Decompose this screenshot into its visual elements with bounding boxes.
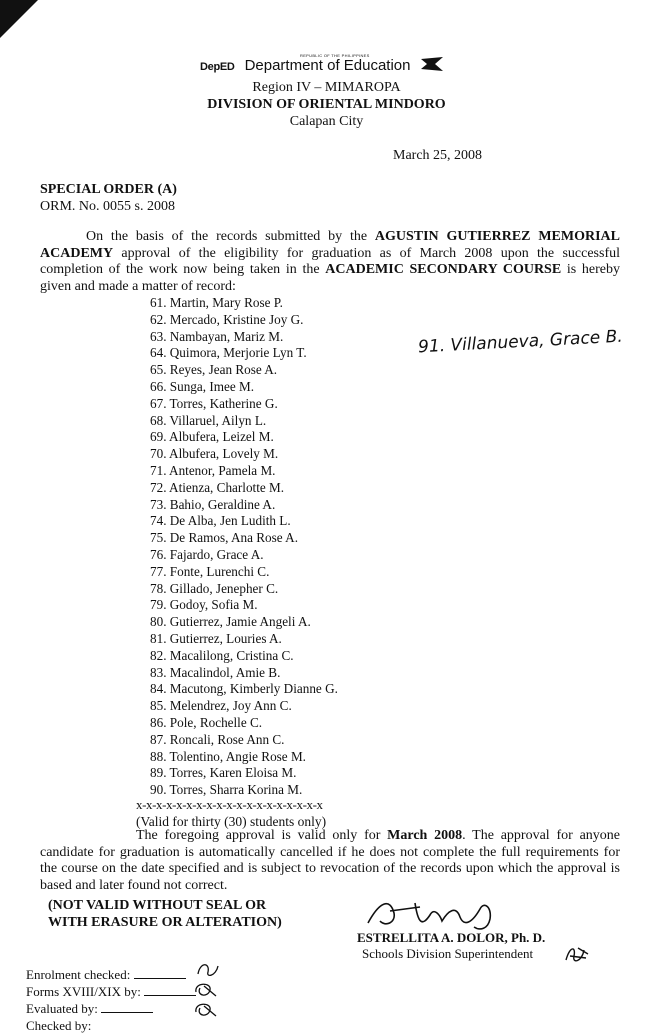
student-entry: 79. Godoy, Sofia M.	[150, 597, 258, 613]
check-label: Checked by:	[26, 1018, 92, 1033]
signature-line	[134, 978, 186, 979]
check-label: Enrolment checked:	[26, 967, 131, 982]
student-entry: 76. Fajardo, Grace A.	[150, 546, 264, 562]
student-entry: 90. Torres, Sharra Korina M.	[150, 782, 303, 798]
check-row	[26, 983, 196, 1000]
intro-text-2: approval of the eligibility for graduation as of March 2008 upon the successful completion of the work now being taken in the	[40, 245, 620, 277]
student-entry: 78. Gillado, Jenepher C.	[150, 580, 279, 596]
approval-paragraph	[40, 828, 620, 894]
deped-emblem-icon	[419, 56, 445, 72]
order-number: ORM. No. 0055 s. 2008	[40, 199, 175, 214]
region-line: Region IV – MIMAROPA	[252, 80, 401, 95]
scan-corner-mark	[0, 0, 38, 38]
student-entry: 88. Tolentino, Angie Rose M.	[150, 748, 306, 764]
student-entry: 65. Reyes, Jean Rose A.	[150, 362, 278, 378]
student-entry: 66. Sunga, Imee M.	[150, 378, 255, 394]
student-entry: 87. Roncali, Rose Ann C.	[150, 731, 285, 747]
student-entry: 63. Nambayan, Mariz M.	[150, 328, 284, 344]
course-name: ACADEMIC SECONDARY COURSE	[325, 262, 562, 277]
intro-text-3: is hereby given and made a matter of record:	[40, 262, 620, 294]
check-initials-marks	[190, 960, 224, 1024]
student-entry: 89. Torres, Karen Eloisa M.	[150, 765, 297, 781]
student-entry: 74. De Alba, Jen Ludith L.	[150, 513, 291, 529]
signatory-title: Schools Division Superintendent	[362, 946, 534, 961]
seal-note-1: (NOT VALID WITHOUT SEAL OR	[48, 898, 267, 913]
order-date: March 25, 2008	[393, 148, 483, 163]
seal-note-2: WITH ERASURE OR ALTERATION)	[48, 915, 282, 930]
deped-header	[200, 56, 445, 75]
student-entry: 83. Macalindol, Amie B.	[150, 664, 281, 680]
division-line: DIVISION OF ORIENTAL MINDORO	[207, 97, 446, 112]
student-entry: 69. Albufera, Leizel M.	[150, 429, 274, 445]
handwritten-addition: 91. Villanueva, Grace B.	[417, 326, 624, 358]
student-entry: 77. Fonte, Lurenchi C.	[150, 563, 270, 579]
student-entry: 62. Mercado, Kristine Joy G.	[150, 311, 304, 327]
check-row	[26, 1000, 196, 1017]
list-separator: x-x-x-x-x-x-x-x-x-x-x-x-x-x-x-x-x-x-x	[136, 797, 323, 812]
republic-label: REPUBLIC OF THE PHILIPPINES	[300, 53, 370, 58]
check-row	[26, 966, 196, 983]
student-entry: 64. Quimora, Merjorie Lyn T.	[150, 345, 307, 361]
intro-paragraph	[40, 229, 620, 295]
approval-text-1: The foregoing approval is valid only for	[136, 828, 388, 843]
signature-line	[144, 995, 196, 996]
signature-line	[101, 1012, 153, 1013]
city-line: Calapan City	[289, 114, 364, 129]
order-title: SPECIAL ORDER (A)	[40, 182, 177, 197]
school-name: AGUSTIN GUTIERREZ MEMORIAL ACADEMY	[40, 229, 620, 261]
student-entry: 67. Torres, Katherine G.	[150, 395, 278, 411]
department-title: Department of Education	[244, 57, 411, 74]
deped-logo: DepED	[200, 61, 235, 73]
student-list	[150, 295, 338, 799]
student-entry: 73. Bahio, Geraldine A.	[150, 496, 276, 512]
student-entry: 85. Melendrez, Joy Ann C.	[150, 698, 292, 714]
initials-mark	[562, 942, 592, 966]
student-entry: 81. Gutierrez, Louries A.	[150, 630, 282, 646]
approval-month: March 2008	[387, 828, 463, 843]
student-entry: 71. Antenor, Pamela M.	[150, 462, 276, 478]
check-row	[26, 1017, 196, 1034]
valid-count-note: (Valid for thirty (30) students only)	[136, 814, 327, 829]
student-entry: 82. Macalilong, Cristina C.	[150, 647, 294, 663]
student-entry: 80. Gutierrez, Jamie Angeli A.	[150, 614, 311, 630]
intro-text-1: On the basis of the records submitted by the	[86, 229, 375, 244]
student-entry: 84. Macutong, Kimberly Dianne G.	[150, 681, 338, 697]
check-label: Evaluated by:	[26, 1001, 98, 1016]
approval-text-2: . The approval for anyone candidate for graduation is automatically cancelled if he does not complete the full requirements for the course on the date specified and is subject to revocation of the records upon which the approval is based and later found not correct.	[40, 828, 620, 893]
student-entry: 61. Martin, Mary Rose P.	[150, 295, 283, 310]
check-label: Forms XVIII/XIX by:	[26, 984, 141, 999]
signatory-name: ESTRELLITA A. DOLOR, Ph. D.	[357, 930, 546, 945]
student-entry: 70. Albufera, Lovely M.	[150, 446, 279, 462]
student-entry: 68. Villaruel, Ailyn L.	[150, 412, 267, 428]
student-entry: 86. Pole, Rochelle C.	[150, 714, 263, 730]
student-entry: 75. De Ramos, Ana Rose A.	[150, 530, 298, 546]
student-entry: 72. Atienza, Charlotte M.	[150, 479, 285, 495]
